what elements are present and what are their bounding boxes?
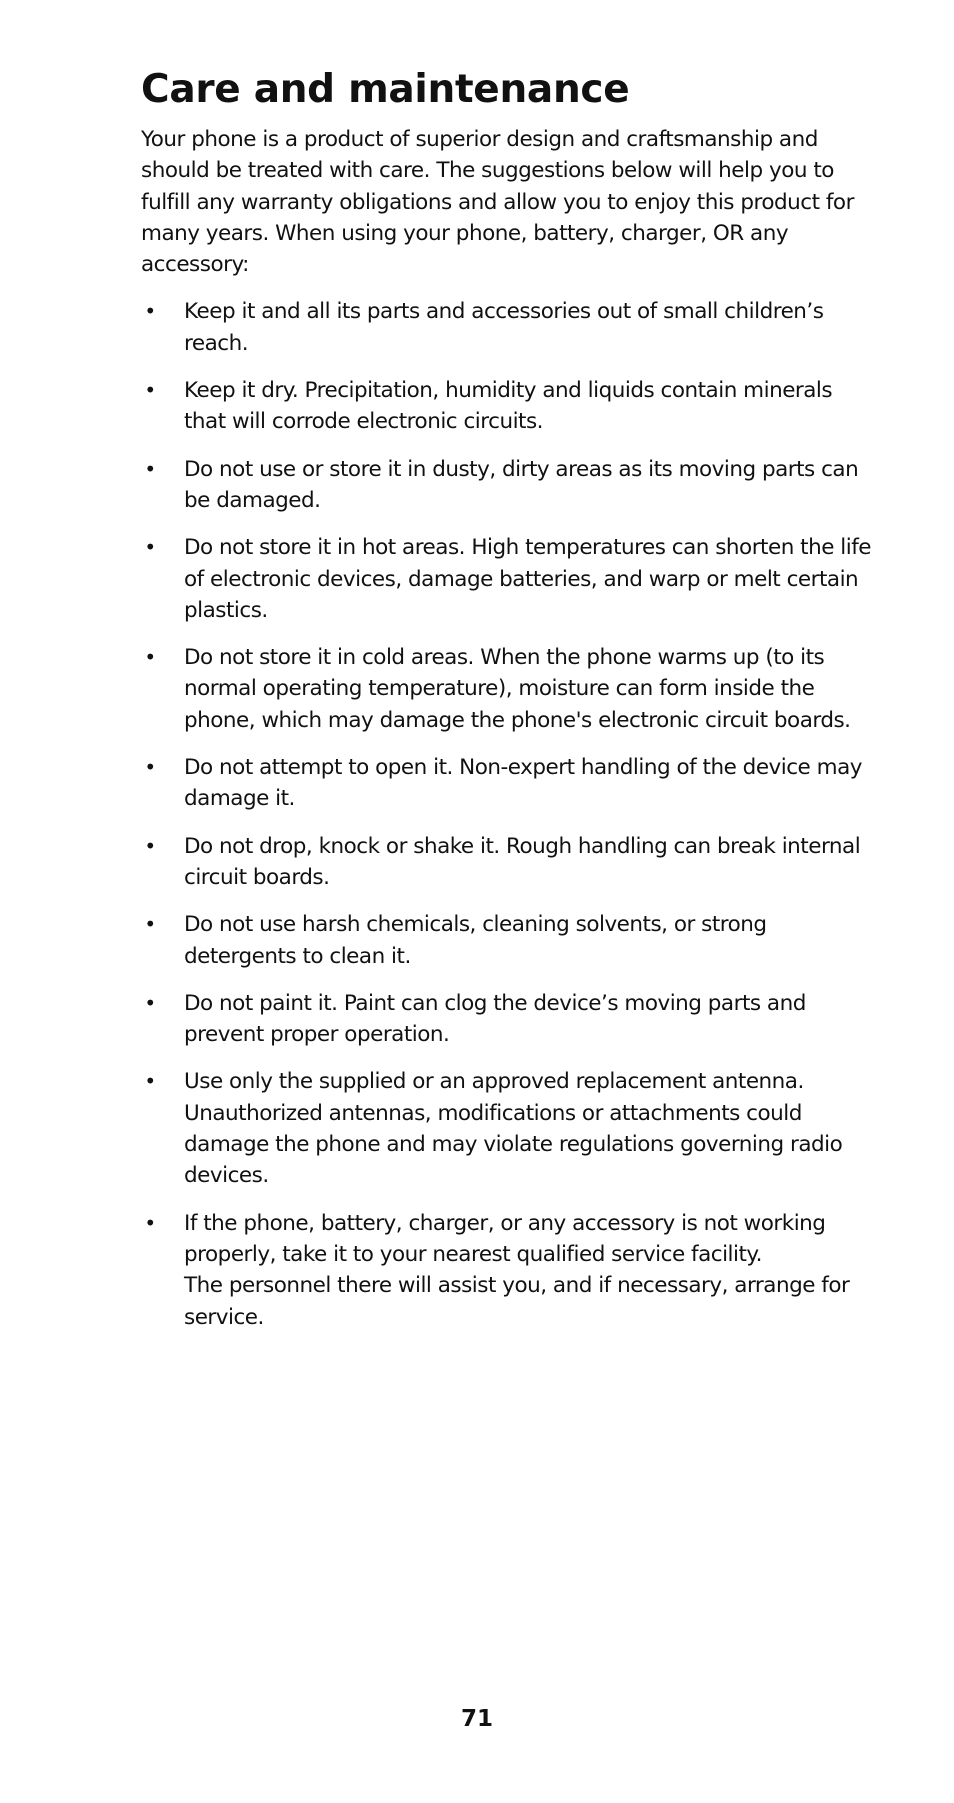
- bullet-icon: •: [144, 645, 156, 670]
- list-item: [141, 831, 877, 894]
- care-list: [141, 296, 877, 1332]
- list-item: [141, 1066, 877, 1191]
- bullet-icon: •: [144, 1210, 156, 1235]
- list-item: [141, 642, 877, 736]
- list-item: [141, 909, 877, 972]
- list-item-text: Do not paint it. Paint can clog the device’s moving parts and prevent proper operation.: [184, 990, 806, 1048]
- bullet-icon: •: [144, 833, 156, 858]
- bullet-icon: •: [144, 299, 156, 324]
- bullet-icon: •: [144, 755, 156, 780]
- bullet-icon: •: [144, 378, 156, 403]
- list-item: [141, 1208, 877, 1333]
- page-content: [141, 64, 877, 1333]
- list-item-text: Do not use or store it in dusty, dirty areas as its moving parts can be damaged.: [184, 456, 859, 513]
- bullet-icon: •: [144, 912, 156, 937]
- list-item: [141, 752, 877, 815]
- list-item-text: If the phone, battery, charger, or any accessory is not working properly, take it to your nearest qualified service facility. The personnel there will assist you, and if necessary, arrange for service.: [184, 1210, 850, 1330]
- bullet-icon: •: [144, 535, 156, 560]
- list-item: [141, 988, 877, 1051]
- list-item-text: Keep it and all its parts and accessories out of small children’s reach.: [184, 299, 824, 356]
- list-item-text: Do not attempt to open it. Non-expert handling of the device may damage it.: [184, 755, 862, 812]
- bullet-icon: •: [144, 990, 156, 1015]
- page-number: 71: [460, 1706, 493, 1732]
- intro-paragraph: Your phone is a product of superior design and craftsmanship and should be treated with care. The suggestions below will help you to fulfill any warranty obligations and allow you to enjoy this product for many years. When using your phone, battery, charger, OR any accessory:: [141, 127, 854, 278]
- bullet-icon: •: [144, 456, 156, 481]
- bullet-icon: •: [144, 1069, 156, 1094]
- list-item-text: Use only the supplied or an approved replacement antenna. Unauthorized antennas, modifications or attachments could damage the phone and may violate regulations governing radio devices.: [184, 1069, 843, 1189]
- list-item: [141, 375, 877, 438]
- list-item-text: Do not store it in cold areas. When the phone warms up (to its normal operating temperature), moisture can form inside the phone, which may damage the phone's electronic circuit boards.: [184, 645, 851, 733]
- list-item: [141, 454, 877, 517]
- page-title: Care and maintenance: [141, 67, 630, 112]
- list-item-text: Do not drop, knock or shake it. Rough handling can break internal circuit boards.: [184, 833, 861, 890]
- list-item-text: Keep it dry. Precipitation, humidity and liquids contain minerals that will corrode electronic circuits.: [184, 378, 833, 435]
- list-item-text: Do not store it in hot areas. High temperatures can shorten the life of electronic devices, damage batteries, and warp or melt certain plastics.: [184, 535, 872, 623]
- list-item: [141, 532, 877, 626]
- list-item-text: Do not use harsh chemicals, cleaning solvents, or strong detergents to clean it.: [184, 912, 767, 969]
- list-item: [141, 296, 877, 359]
